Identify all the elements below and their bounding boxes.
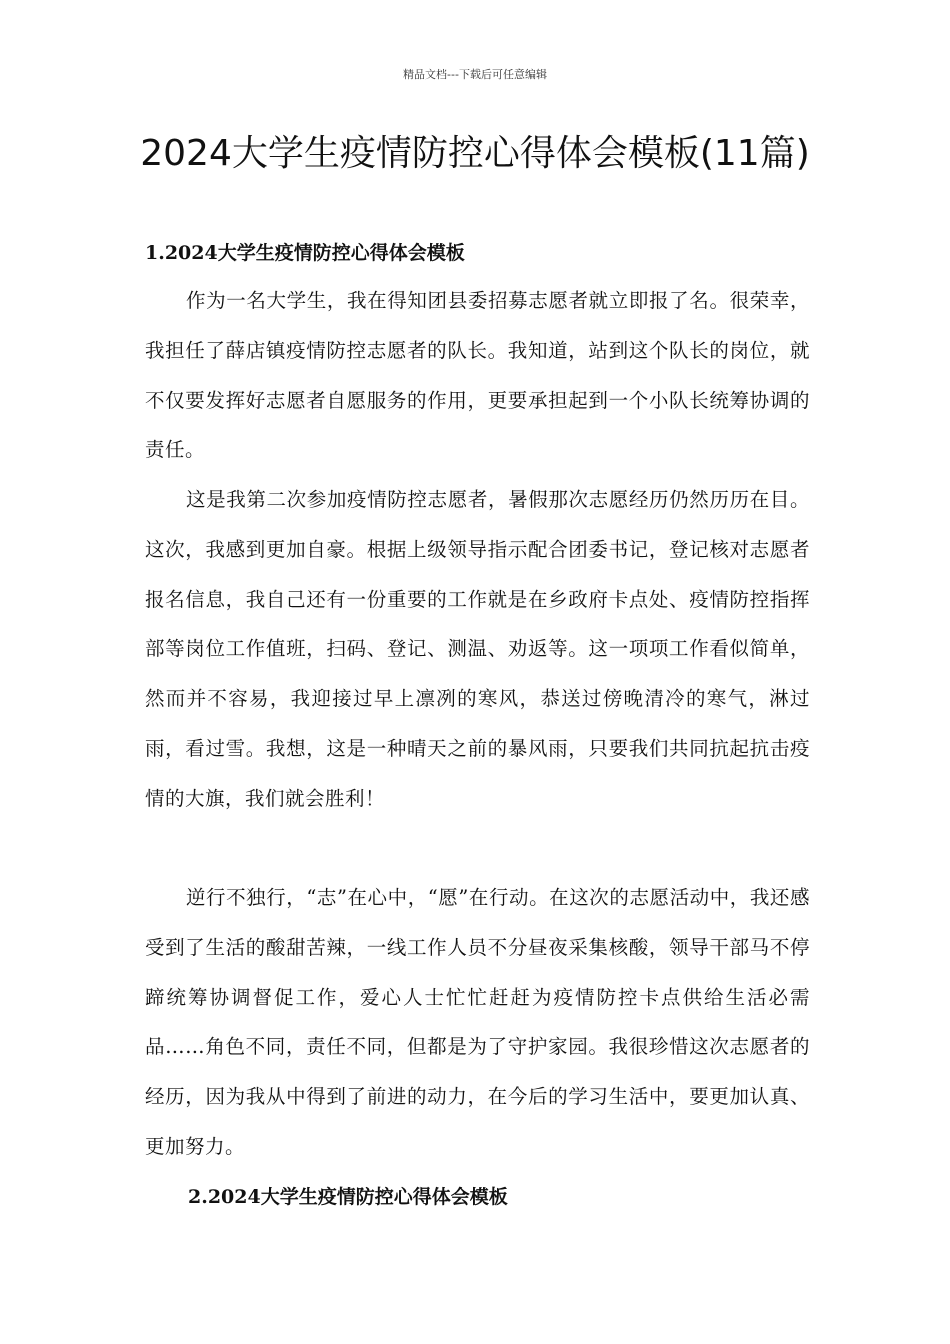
- section-heading-1: 1.2024大学生疫情防控心得体会模板: [145, 242, 465, 264]
- paragraph-2: 这是我第二次参加疫情防控志愿者，暑假那次志愿经历仍然历历在目。这次，我感到更加自豪。根据上级领导指示配合团委书记，登记核对志愿者报名信息，我自己还有一份重要的工作就是在乡政府卡点处、疫情防控指挥部等岗位工作值班，扫码、登记、测温、劝返等。这一项项工作看似简单，然而并不容易，我迎接过早上凛冽的寒风，恭送过傍晚清冷的寒气，淋过雨，看过雪。我想，这是一种晴天之前的暴风雨，只要我们共同抗起抗击疫情的大旗，我们就会胜利！: [145, 488, 810, 810]
- header-note: 精品文档---下载后可任意编辑: [403, 68, 547, 81]
- paragraph-3: 逆行不独行，“志”在心中，“愿”在行动。在这次的志愿活动中，我还感受到了生活的酸甜苦辣，一线工作人员不分昼夜采集核酸，领导干部马不停蹄统筹协调督促工作，爱心人士忙忙赶赶为疫情防控卡点供给生活必需品……角色不同，责任不同，但都是为了守护家园。我很珍惜这次志愿者的经历，因为我从中得到了前进的动力，在今后的学习生活中，要更加认真、更加努力。: [145, 886, 810, 1158]
- paragraph-1: 作为一名大学生，我在得知团县委招募志愿者就立即报了名。很荣幸，我担任了薛店镇疫情防控志愿者的队长。我知道，站到这个队长的岗位，就不仅要发挥好志愿者自愿服务的作用，更要承担起到一个小队长统筹协调的责任。: [145, 289, 810, 462]
- document-title: 2024大学生疫情防控心得体会模板(11篇): [140, 133, 810, 174]
- section-heading-2: 2.2024大学生疫情防控心得体会模板: [188, 1186, 508, 1208]
